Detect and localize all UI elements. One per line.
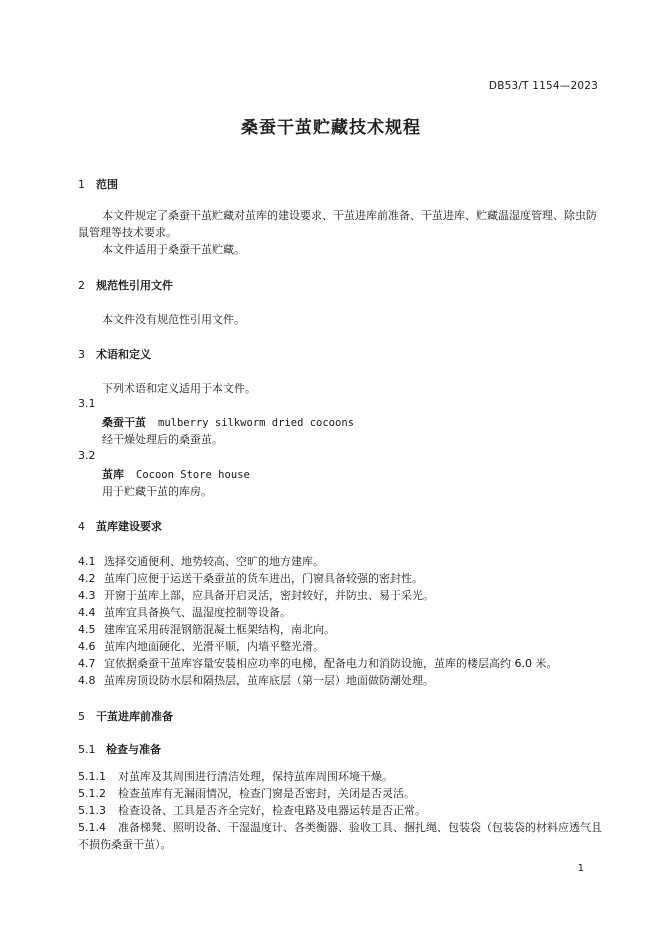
paragraph: 下列术语和定义适用于本文件。 [102, 382, 256, 395]
section-number: 1 [78, 178, 85, 191]
document-number: DB53/T 1154—2023 [488, 80, 598, 92]
term-english: mulberry silkworm dried cocoons [158, 417, 354, 429]
section-number: 5 [78, 710, 85, 723]
section-heading-scope [78, 176, 118, 192]
clause-text: 检查设备、工具是否齐全完好，检查电路及电器运转是否正常。 [118, 804, 426, 817]
document-title: 桑蚕干茧贮藏技术规程 [241, 118, 421, 138]
paragraph: 本文件规定了桑蚕干茧贮藏对茧库的建设要求、干茧进库前准备、干茧进库、贮藏温湿度管理、除虫防鼠管理等技术要求。 [78, 209, 597, 239]
paragraph: 本文件没有规范性引用文件。 [102, 313, 245, 326]
clause-text: 宜依据桑蚕干茧库容量安装相应功率的电梯，配备电力和消防设施，茧库的楼层高约 6.0 米。 [104, 657, 558, 670]
clause-text: 对茧库及其周围进行清洁处理，保持茧库周围环境干燥。 [118, 770, 393, 783]
clause-number: 4.1 [78, 555, 96, 568]
clause [78, 570, 423, 586]
term-entry [102, 466, 250, 482]
section-title: 茧库建设要求 [96, 520, 162, 533]
section-heading-storehouse-requirements [78, 518, 162, 534]
section-title: 术语和定义 [96, 348, 151, 361]
section-title: 干茧进库前准备 [96, 710, 173, 723]
clause-text: 茧库宜具备换气、温湿度控制等设备。 [104, 606, 291, 619]
clause [78, 655, 557, 671]
clause [78, 819, 605, 853]
clause-number: 4.5 [78, 623, 96, 636]
clause-text: 茧库房顶设防水层和隔热层，茧库底层（第一层）地面做防潮处理。 [104, 674, 434, 687]
term-definition: 经干燥处理后的桑蚕茧。 [102, 433, 223, 446]
clause [78, 621, 335, 637]
clause [78, 785, 415, 801]
clause [78, 638, 324, 654]
term-entry [102, 414, 354, 430]
clause-text: 准备梯凳、照明设备、干湿温度计、各类衡器、验收工具、捆扎绳、包装袋（包装袋的材料应透气且不损伤桑蚕干茧）。 [78, 821, 602, 851]
subsection-title: 检查与准备 [106, 743, 161, 756]
section-heading-preparation [78, 708, 173, 724]
subsection-heading-inspection [78, 741, 161, 757]
clause-number: 4.3 [78, 589, 96, 602]
clause-number: 5.1.4 [78, 821, 106, 834]
clause-text: 茧库内地面硬化、光滑平顺，内墙平整光滑。 [104, 640, 324, 653]
clause-number: 4.7 [78, 657, 96, 670]
clause [78, 802, 426, 818]
subsection-number: 5.1 [78, 743, 96, 756]
section-title: 范围 [96, 178, 118, 191]
clause-text: 开窗于茧库上部，应具备开启灵活，密封较好，并防虫、易于采光。 [104, 589, 434, 602]
clause [78, 768, 393, 784]
section-number: 3 [78, 348, 85, 361]
term-number: 3.1 [78, 397, 96, 410]
term-chinese: 茧库 [102, 468, 124, 481]
clause-number: 5.1.1 [78, 770, 106, 783]
paragraph: 本文件适用于桑蚕干茧贮藏。 [102, 243, 245, 256]
section-title: 规范性引用文件 [96, 279, 173, 292]
term-definition: 用于贮藏干茧的库房。 [102, 485, 212, 498]
clause [78, 587, 434, 603]
clause [78, 672, 434, 688]
clause-text: 选择交通便利、地势较高、空旷的地方建库。 [104, 555, 324, 568]
clause-number: 4.2 [78, 572, 96, 585]
clause-number: 5.1.2 [78, 787, 106, 800]
section-heading-terms [78, 346, 151, 362]
section-number: 4 [78, 520, 85, 533]
page-number: 1 [577, 863, 584, 874]
section-heading-normative-references [78, 277, 173, 293]
clause-text: 建库宜采用砖混钢筋混凝土框架结构，南北向。 [104, 623, 335, 636]
clause-number: 4.4 [78, 606, 96, 619]
clause-text: 检查茧库有无漏雨情况，检查门窗是否密封，关闭是否灵活。 [118, 787, 415, 800]
clause [78, 604, 291, 620]
clause [78, 553, 324, 569]
clause-number: 4.8 [78, 674, 96, 687]
clause-number: 5.1.3 [78, 804, 106, 817]
term-english: Cocoon Store house [136, 469, 250, 481]
term-chinese: 桑蚕干茧 [102, 416, 146, 429]
clause-number: 4.6 [78, 640, 96, 653]
clause-text: 茧库门应便于运送干桑蚕茧的货车进出，门窗具备较强的密封性。 [104, 572, 423, 585]
term-number: 3.2 [78, 449, 96, 462]
section-number: 2 [78, 279, 85, 292]
